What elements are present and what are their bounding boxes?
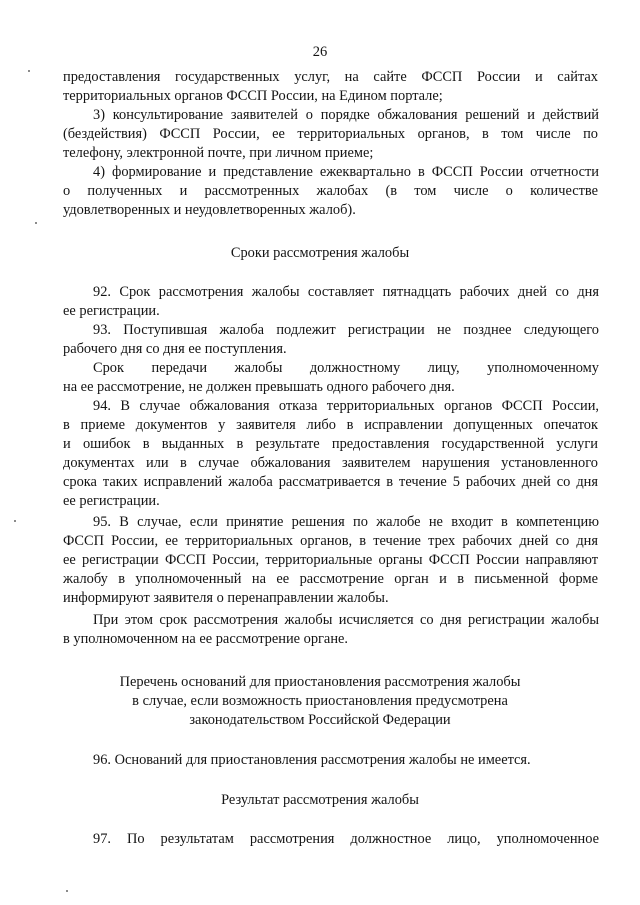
section-heading: Результат рассмотрения жалобы — [221, 792, 419, 808]
text-line: 92. Срок рассмотрения жалобы составляет пятнадцать рабочих дней со дня — [93, 284, 599, 300]
section-heading: законодательством Российской Федерации — [189, 712, 451, 728]
text-line: документах или в случае обжалования заявителем нарушения установленного — [63, 455, 598, 471]
text-line: (бездействия) ФССП России, ее территориальных органов, в том числе по — [63, 126, 598, 142]
text-line: 96. Оснований для приостановления рассмотрения жалобы не имеется. — [93, 752, 531, 768]
text-line: телефону, электронной почте, при личном приеме; — [63, 145, 374, 161]
text-line: ее регистрации ФССП России, территориальные органы ФССП России направляют — [63, 552, 598, 568]
text-line: срока таких исправлений жалоба рассматривается в течение 5 рабочих дней со дня — [63, 474, 598, 490]
text-line: о полученных и рассмотренных жалобах (в том числе о количестве — [63, 183, 598, 199]
text-line: 97. По результатам рассмотрения должностное лицо, уполномоченное — [93, 831, 599, 847]
page-number: 26 — [312, 44, 328, 60]
text-line: в приеме документов у заявителя либо в исправлении допущенных опечаток — [63, 417, 598, 433]
scan-speck — [66, 890, 68, 892]
text-line: 4) формирование и представление ежеквартально в ФССП России отчетности — [93, 164, 599, 180]
text-line: рабочего дня со дня ее поступления. — [63, 341, 287, 357]
scan-speck — [28, 70, 30, 72]
text-line: предоставления государственных услуг, на сайте ФССП России и сайтах — [63, 69, 598, 85]
text-line: 95. В случае, если принятие решения по жалобе не входит в компетенцию — [93, 514, 599, 530]
text-line: 94. В случае обжалования отказа территориальных органов ФССП России, — [93, 398, 599, 414]
section-heading: в случае, если возможность приостановления предусмотрена — [132, 693, 508, 709]
text-line: Срок передачи жалобы должностному лицу, уполномоченному — [93, 360, 599, 376]
section-heading: Перечень оснований для приостановления рассмотрения жалобы — [119, 674, 521, 690]
text-line: При этом срок рассмотрения жалобы исчисляется со дня регистрации жалобы — [93, 612, 599, 628]
scan-speck — [35, 222, 37, 224]
text-line: 3) консультирование заявителей о порядке обжалования решений и действий — [93, 107, 599, 123]
text-line: 93. Поступившая жалоба подлежит регистрации не позднее следующего — [93, 322, 599, 338]
text-line: ФССП России, ее территориальных органов, в течение трех рабочих дней со дня — [63, 533, 598, 549]
section-heading: Сроки рассмотрения жалобы — [230, 245, 410, 261]
text-line: удовлетворенных и неудовлетворенных жалоб). — [63, 202, 356, 218]
text-line: ее регистрации. — [63, 493, 160, 509]
text-line: территориальных органов ФССП России, на Едином портале; — [63, 88, 443, 104]
scan-speck — [14, 520, 16, 522]
text-line: ее регистрации. — [63, 303, 160, 319]
text-line: в уполномоченном на ее рассмотрение органе. — [63, 631, 349, 647]
text-line: информируют заявителя о перенаправлении жалобы. — [63, 590, 389, 606]
text-line: на ее рассмотрение, не должен превышать одного рабочего дня. — [63, 379, 455, 395]
text-line: и ошибок в выданных в результате предоставления государственной услуги — [63, 436, 598, 452]
text-line: жалобу в уполномоченный на ее рассмотрение орган и в письменной форме — [63, 571, 598, 587]
